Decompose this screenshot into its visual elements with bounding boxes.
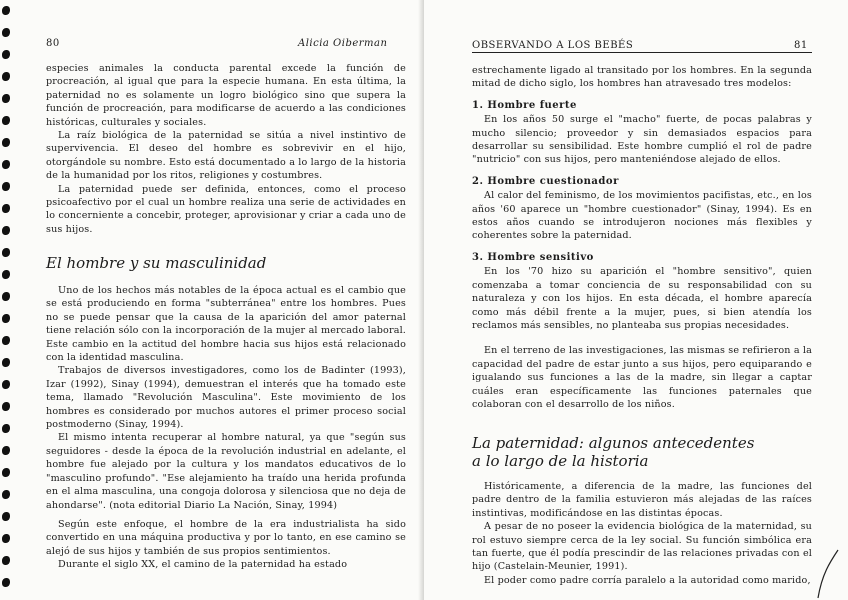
binding-hole: [2, 336, 10, 345]
binding-hole: [2, 358, 10, 367]
paragraph: Según este enfoque, el hombre de la era industrialista ha sido convertido en una máquina productiva y por lo tanto, en ese camino se alejó de sus hijos y también de sus propios sentimientos.: [46, 518, 406, 557]
model-2: [472, 175, 812, 243]
binding-hole: [2, 314, 10, 323]
pen-mark-icon: [812, 548, 842, 600]
left-top-text: [46, 62, 406, 236]
binding-hole: [2, 6, 10, 15]
paragraph: Históricamente, a diferencia de la madre, las funciones del padre dentro de la familia estuvieron más alejadas de las raíces instintivas, modificándose en las distintas épocas.: [472, 481, 812, 519]
binding-hole: [2, 270, 10, 279]
binding-hole: [2, 138, 10, 147]
model-heading: 2. Hombre cuestionador: [472, 175, 619, 187]
binding-hole: [2, 512, 10, 521]
paragraph: En el terreno de las investigaciones, las mismas se refirieron a la capacidad del padre de estar junto a sus hijos, pero equiparando e igualando sus funciones a las de la madre, sin llegar a captar cuáles eran específicamente las funciones paternales que colaboran con el desarrollo de los niños.: [472, 345, 812, 410]
binding-hole: [2, 28, 10, 37]
page-number: 80: [46, 38, 60, 49]
binding-hole: [2, 204, 10, 213]
section-title-line-1: La paternidad: algunos antecedentes: [472, 434, 755, 452]
binding-hole: [2, 380, 10, 389]
model-heading: 3. Hombre sensitivo: [472, 251, 594, 263]
running-head: OBSERVANDO A LOS BEBÉS: [472, 40, 634, 51]
left-section-text: [46, 284, 406, 572]
paragraph: Trabajos de diversos investigadores, como los de Badinter (1993), Izar (1992), Sinay (1994), demuestran el interés que ha tomado este tema, llamado "Revolución Masculina". Este movimiento de los hombres es considerado por muchos autores el primer proceso social postmoderno (Sinay, 1994).: [46, 365, 406, 431]
paragraph: El mismo intenta recuperar al hombre natural, ya que "según sus seguidores - desde la época de la revolución industrial en adelante, el hombre fue alejado por la cultura y los mandatos educativos de lo "masculino profundo". "Ese alejamiento ha traído una herida profunda en el alma masculina, una congoja dolorosa y silenciosa que no deja de ahondarse". (nota editorial Diario La Nación, Sinay, 1994): [46, 432, 406, 511]
binding-holes: [0, 0, 14, 600]
paragraph: Durante el siglo XX, el camino de la paternidad ha estado: [58, 559, 348, 571]
binding-hole: [2, 72, 10, 81]
paragraph: La paternidad puede ser definida, entonces, como el proceso psicoafectivo por el cual un hombre realiza una serie de actividades en lo concerniente a concebir, proteger, aprovisionar y criar a cada uno de sus hijos.: [46, 183, 406, 235]
section-title-line-2: a lo largo de la historia: [472, 452, 649, 470]
paragraph: especies animales la conducta parental excede la función de procreación, al igual que para la especie humana. En esta última, la paternidad no es solamente un logro biológico sino que supera la función de procreación, para modificarse de acuerdo a las condiciones históricas, culturales y sociales.: [46, 63, 406, 128]
paragraph: A pesar de no poseer la evidencia biológica de la maternidad, su rol estuvo siempre cerca de la ley social. Su función simbólica era tan fuerte, que él podía prescindir de las relaciones privadas con el hijo (Castelain-Meunier, 1991).: [472, 521, 812, 573]
binding-hole: [2, 490, 10, 499]
binding-hole: [2, 160, 10, 169]
running-head: Alicia Oiberman: [298, 38, 388, 49]
right-section-text: [472, 480, 812, 587]
binding-hole: [2, 50, 10, 59]
model-3: [472, 251, 812, 332]
binding-hole: [2, 292, 10, 301]
binding-hole: [2, 446, 10, 455]
binding-hole: [2, 116, 10, 125]
paragraph: Uno de los hechos más notables de la época actual es el cambio que se está produciendo en forma "subterránea" entre los hombres. Pues no se puede pensar que la causa de la aparición del amor paternal tiene relación sólo con la incorporación de la mujer al mercado laboral. Este cambio en la actitud del hombre hacia sus hijos está relacionado con la identidad masculina.: [46, 285, 406, 364]
right-top-text: [472, 64, 812, 411]
binding-hole: [2, 534, 10, 543]
right-page: [424, 0, 848, 600]
binding-hole: [2, 226, 10, 235]
paragraph: La raíz biológica de la paternidad se sitúa a nivel instintivo de supervivencia. El deseo del hombre es sobrevivir en el hijo, otorgándole su nombre. Esto está documentado a lo largo de la historia de la humanidad por los ritos, religiones y costumbres.: [46, 130, 406, 182]
binding-hole: [2, 182, 10, 191]
binding-hole: [2, 556, 10, 565]
paragraph: En los '70 hizo su aparición el "hombre sensitivo", quien comenzaba a tomar conciencia de su responsabilidad con su naturaleza y con los hijos. En esta década, el hombre aparecía como más débil frente a la mujer, pues, si bien atendía los reclamos más sensibles, no planteaba sus propias necesidades.: [472, 266, 812, 331]
binding-hole: [2, 248, 10, 257]
binding-hole: [2, 424, 10, 433]
model-1: [472, 99, 812, 167]
paragraph: En los años 50 surge el "macho" fuerte, de pocas palabras y mucho silencio; proveedor y sin demasiados espacios para desarrollar su sensibilidad. Este hombre cumplió el rol de padre "nutricio" con sus hijos, pero manteniéndose alejado de ellos.: [472, 114, 812, 166]
model-heading: 1. Hombre fuerte: [472, 99, 577, 111]
paragraph: estrechamente ligado al transitado por los hombres. En la segunda mitad de dicho siglo, los hombres han atravesado tres modelos:: [472, 65, 812, 90]
page-number: 81: [794, 40, 808, 51]
paragraph: El poder como padre corría paralelo a la autoridad como marido,: [484, 574, 811, 586]
header-rule: [472, 52, 812, 53]
binding-hole: [2, 468, 10, 477]
paragraph: Al calor del feminismo, de los movimientos pacifistas, etc., en los años '60 aparece un "hombre cuestionador" (Sinay, 1994). Es en estos años cuando se introdujeron nociones más flexibles y coherentes sobre la paternidad.: [472, 190, 812, 242]
binding-hole: [2, 578, 10, 587]
section-title: El hombre y su masculinidad: [46, 254, 267, 272]
binding-hole: [2, 94, 10, 103]
binding-hole: [2, 402, 10, 411]
